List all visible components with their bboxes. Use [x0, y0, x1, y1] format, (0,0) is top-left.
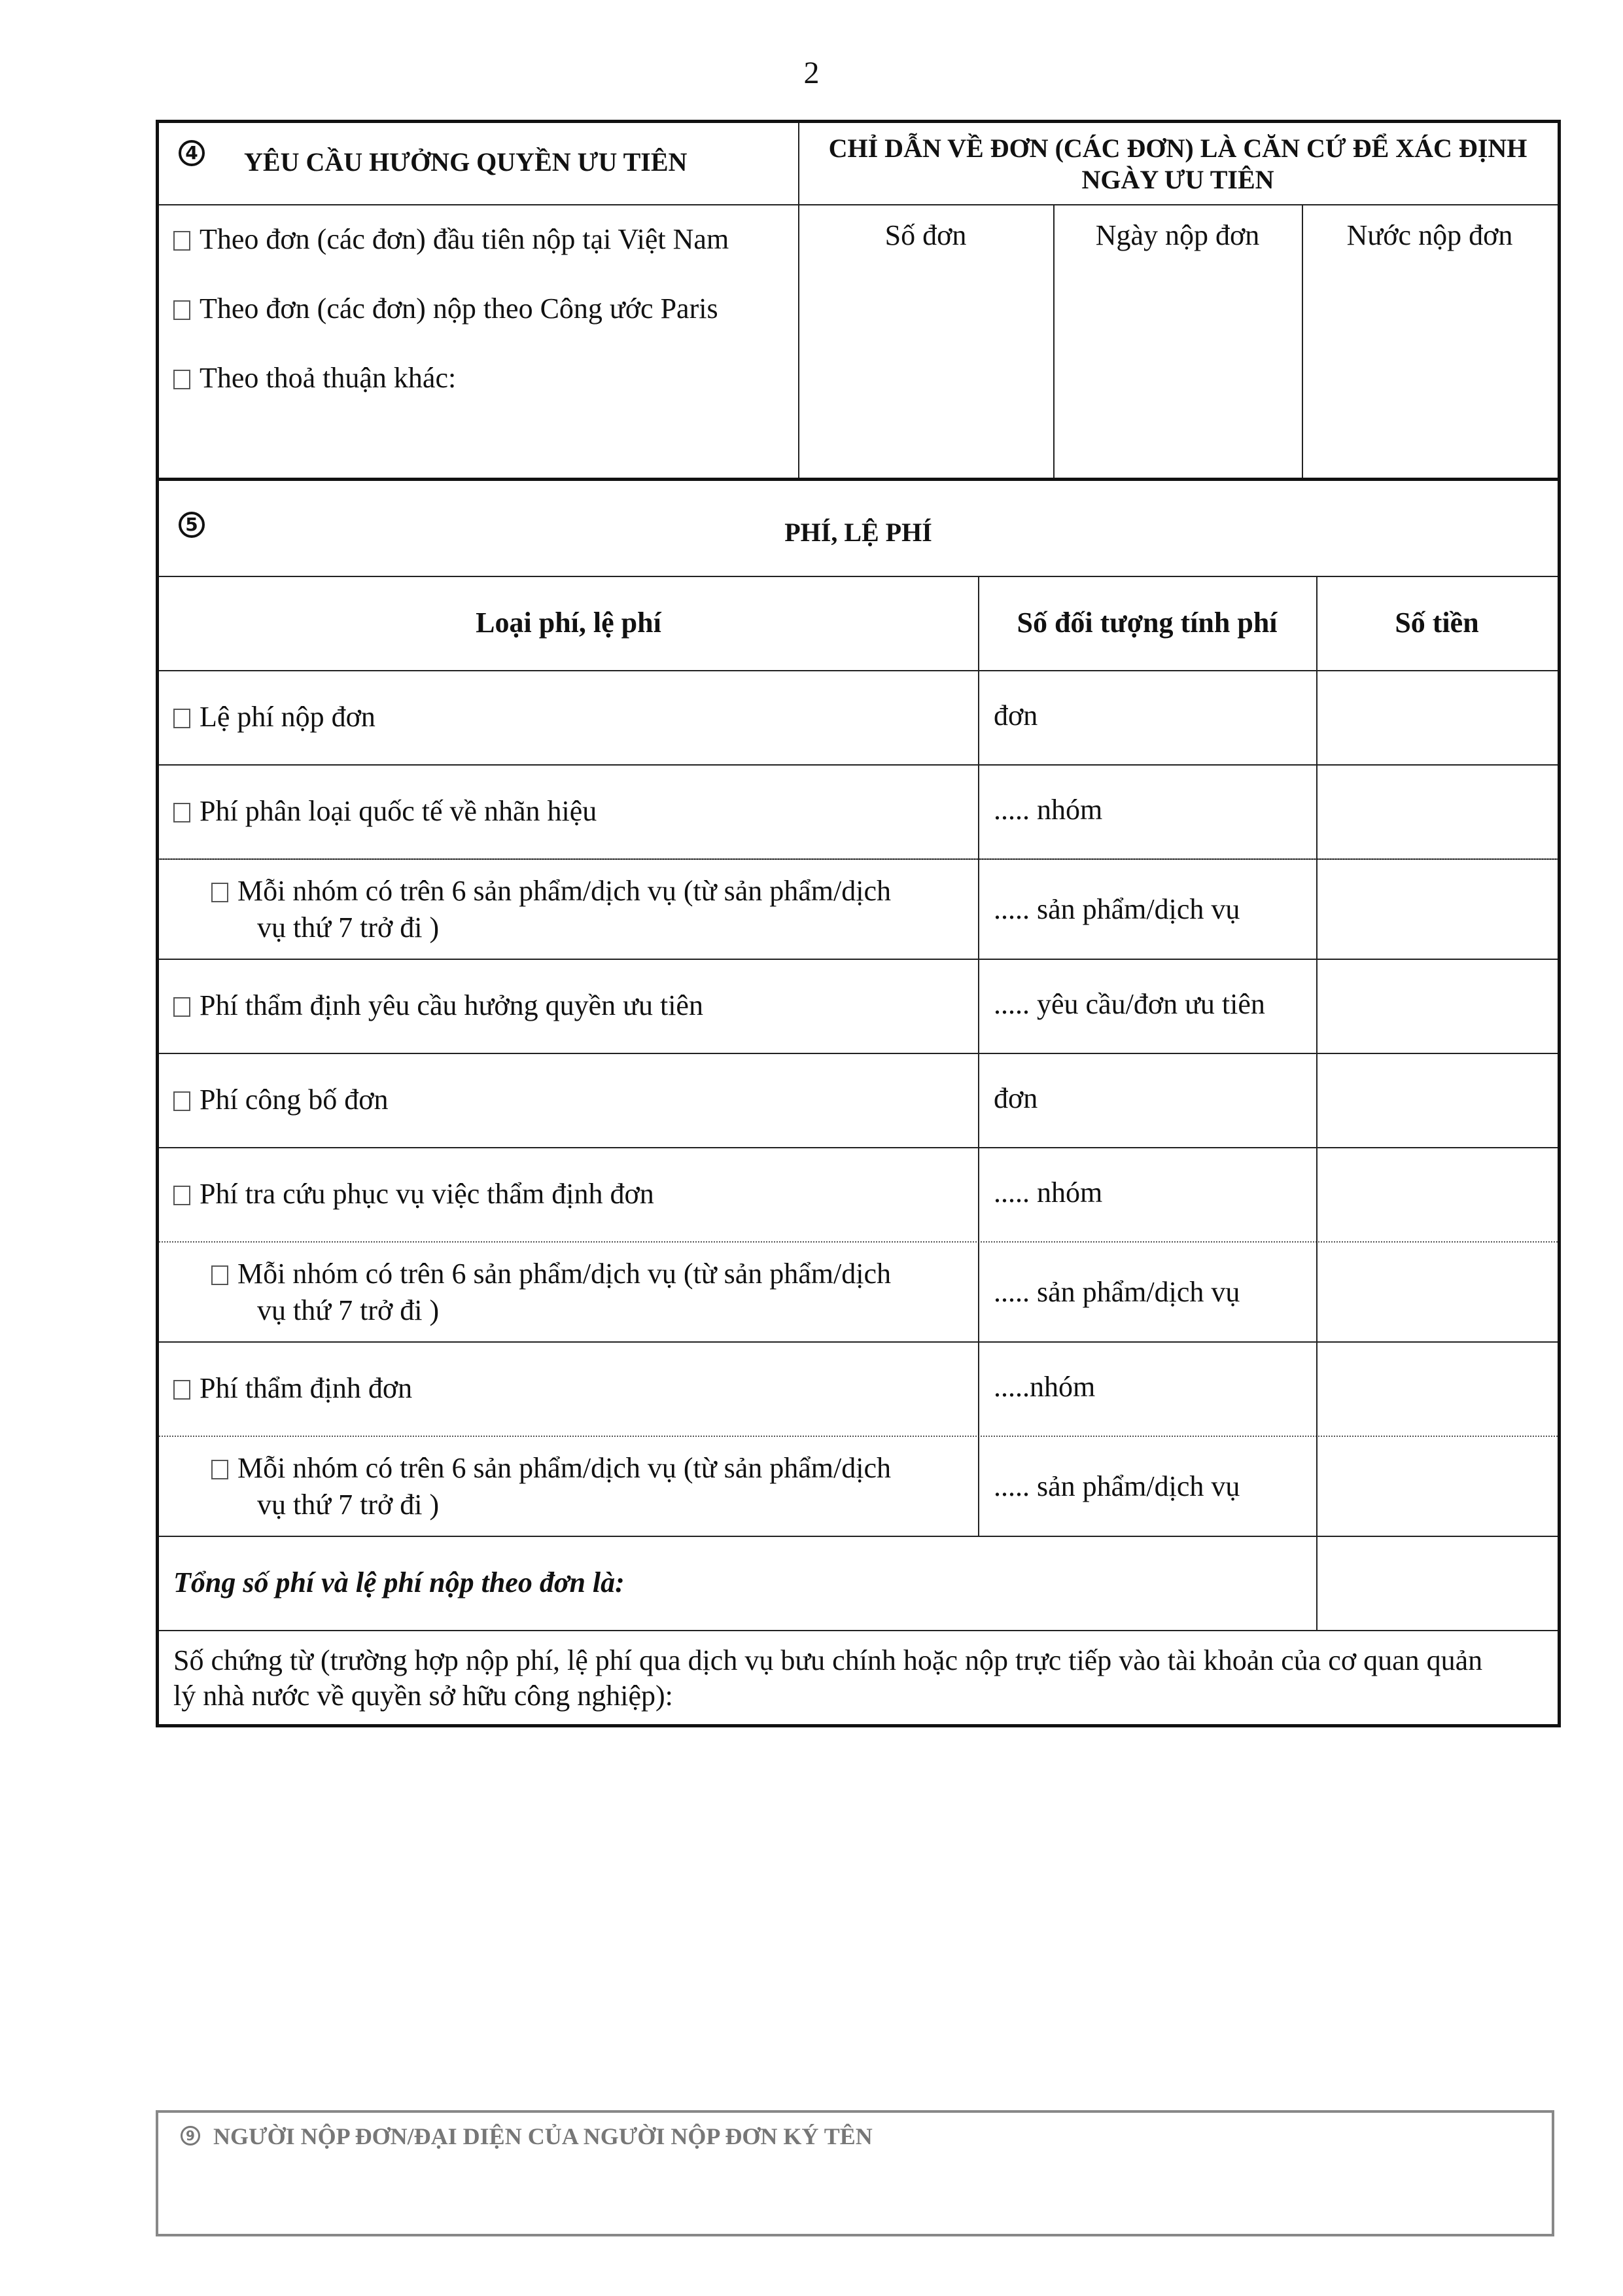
priority-option-3-label: Theo thoả thuận khác:	[200, 362, 457, 394]
checkbox-icon[interactable]	[173, 370, 190, 389]
fee-row-filing[interactable]	[173, 699, 375, 735]
fee-row-classification-extra-count: ..... sản phẩm/dịch vụ	[994, 893, 1240, 925]
fee-row-search-count: ..... nhóm	[994, 1176, 1103, 1209]
signature-section	[156, 2110, 1554, 2236]
section-number-4-icon: 4	[179, 140, 205, 166]
fee-row-filing-count: đơn	[994, 699, 1038, 732]
fee-row-search[interactable]	[173, 1176, 654, 1212]
fee-row-priority-exam-count: ..... yêu cầu/đơn ưu tiên	[994, 988, 1265, 1020]
priority-option-2-label: Theo đơn (các đơn) nộp theo Công ước Paris	[200, 292, 718, 325]
fee-row-examination-extra-count: ..... sản phẩm/dịch vụ	[994, 1470, 1240, 1502]
checkbox-icon[interactable]	[173, 1186, 190, 1205]
fee-row-examination-extra-label: Mỗi nhóm có trên 6 sản phẩm/dịch vụ (từ sản phẩm/dịch	[237, 1452, 892, 1484]
column-application-number: Số đơn	[884, 219, 967, 251]
fee-row-search-label: Phí tra cứu phục vụ việc thẩm định đơn	[200, 1178, 654, 1210]
checkbox-icon[interactable]	[173, 997, 190, 1017]
checkbox-icon[interactable]	[211, 1265, 228, 1285]
fee-row-publication-count: đơn	[994, 1082, 1038, 1114]
signature-title: NGƯỜI NỘP ĐƠN/ĐẠI DIỆN CỦA NGƯỜI NỘP ĐƠN KÝ TÊN	[213, 2123, 873, 2149]
header-fee-count: Số đối tượng tính phí	[1017, 607, 1278, 639]
checkbox-icon[interactable]	[173, 300, 190, 320]
page-number: 2	[803, 56, 820, 90]
priority-option-2[interactable]	[173, 291, 718, 327]
priority-basis-title-line2: NGÀY ƯU TIÊN	[1081, 165, 1274, 194]
header-fee-amount: Số tiền	[1395, 607, 1479, 639]
voucher-line1: Số chứng từ (trường hợp nộp phí, lệ phí qua dịch vụ bưu chính hoặc nộp trực tiếp vào tài khoản của cơ quan quản	[173, 1644, 1483, 1676]
fee-row-classification-label: Phí phân loại quốc tế về nhãn hiệu	[200, 795, 597, 827]
fee-row-search-extra-line2: vụ thứ 7 trở đi )	[257, 1294, 440, 1326]
fees-title: PHÍ, LỆ PHÍ	[784, 518, 932, 547]
fee-row-search-extra-label: Mỗi nhóm có trên 6 sản phẩm/dịch vụ (từ sản phẩm/dịch	[237, 1258, 892, 1290]
fee-row-publication-label: Phí công bố đơn	[200, 1084, 389, 1116]
fee-row-classification-extra[interactable]	[211, 873, 891, 910]
fee-row-classification[interactable]	[173, 793, 597, 830]
checkbox-icon[interactable]	[173, 1091, 190, 1111]
fee-total-label: Tổng số phí và lệ phí nộp theo đơn là:	[173, 1566, 625, 1598]
fee-row-priority-exam-label: Phí thẩm định yêu cầu hưởng quyền ưu tiên	[200, 989, 703, 1021]
priority-section	[156, 120, 1561, 481]
column-filing-date: Ngày nộp đơn	[1095, 219, 1260, 251]
fee-row-examination-extra-line2: vụ thứ 7 trở đi )	[257, 1489, 440, 1521]
fee-row-examination[interactable]	[173, 1370, 412, 1407]
checkbox-icon[interactable]	[211, 1460, 228, 1479]
priority-option-1-label: Theo đơn (các đơn) đầu tiên nộp tại Việt Nam	[200, 223, 729, 255]
voucher-line2: lý nhà nước về quyền sở hữu công nghiệp):	[173, 1680, 673, 1712]
fee-row-search-extra-count: ..... sản phẩm/dịch vụ	[994, 1276, 1240, 1308]
checkbox-icon[interactable]	[211, 883, 228, 902]
fee-row-examination-extra[interactable]	[211, 1450, 891, 1487]
fee-row-examination-label: Phí thẩm định đơn	[200, 1372, 413, 1404]
checkbox-icon[interactable]	[173, 1380, 190, 1400]
priority-option-3[interactable]	[173, 360, 456, 397]
fee-row-classification-extra-line2: vụ thứ 7 trở đi )	[257, 911, 440, 944]
priority-title: YÊU CẦU HƯỞNG QUYỀN ƯU TIÊN	[244, 147, 688, 177]
fee-row-examination-count: .....nhóm	[994, 1371, 1096, 1403]
header-fee-type: Loại phí, lệ phí	[476, 607, 661, 639]
checkbox-icon[interactable]	[173, 231, 190, 251]
checkbox-icon[interactable]	[173, 709, 190, 728]
fees-section	[156, 478, 1561, 1727]
checkbox-icon[interactable]	[173, 803, 190, 822]
priority-basis-title-line1: CHỈ DẪN VỀ ĐƠN (CÁC ĐƠN) LÀ CĂN CỨ ĐỂ XÁC ĐỊNH	[828, 133, 1527, 163]
section-number-9-icon: 9	[181, 2126, 200, 2146]
section-number-5-icon: 5	[179, 512, 205, 538]
fee-row-publication[interactable]	[173, 1082, 389, 1118]
fee-row-search-extra[interactable]	[211, 1256, 891, 1292]
fee-row-classification-extra-label: Mỗi nhóm có trên 6 sản phẩm/dịch vụ (từ sản phẩm/dịch	[237, 875, 892, 907]
fee-row-priority-exam[interactable]	[173, 987, 703, 1024]
priority-option-1[interactable]	[173, 221, 729, 258]
fee-row-filing-label: Lệ phí nộp đơn	[200, 701, 375, 733]
column-filing-country: Nước nộp đơn	[1346, 219, 1513, 251]
fee-row-classification-count: ..... nhóm	[994, 794, 1103, 826]
